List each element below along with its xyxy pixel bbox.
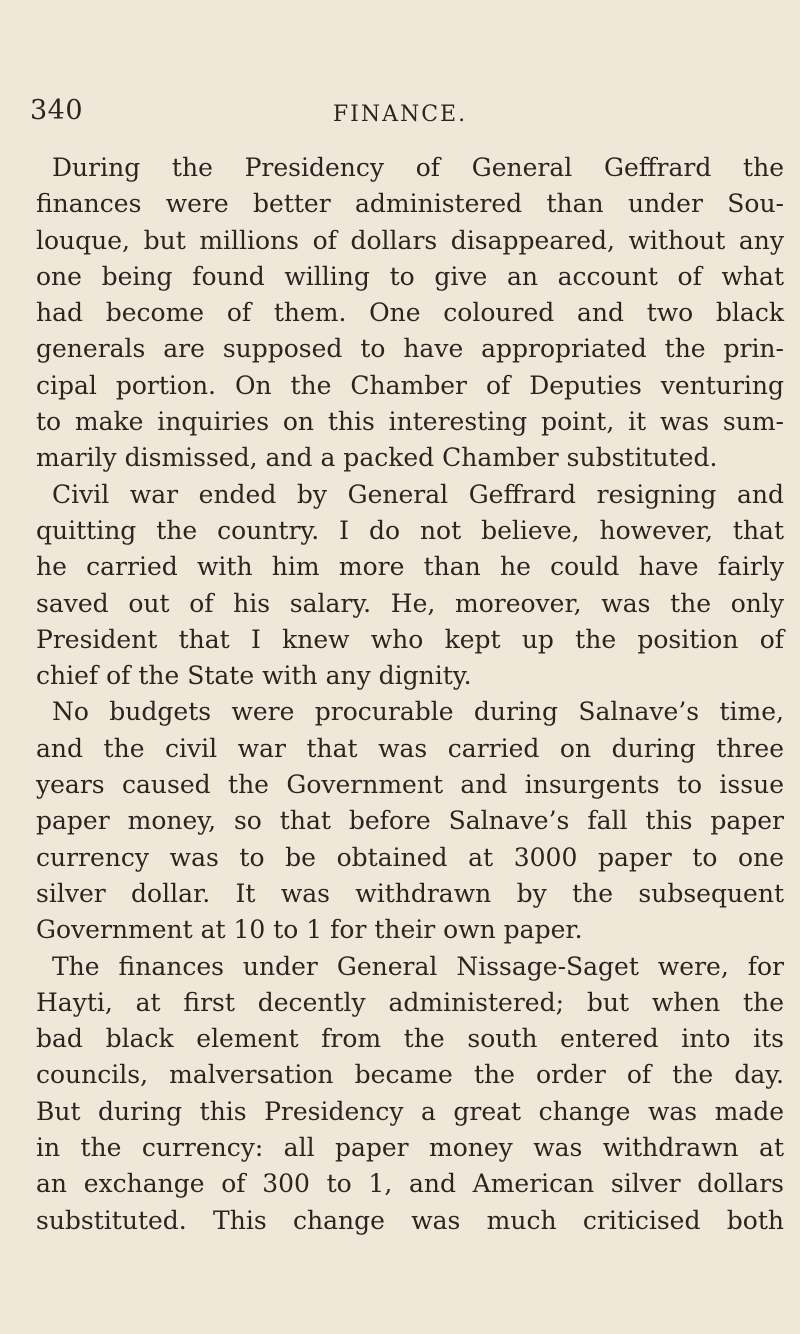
text-line: had become of them. One coloured and two black: [36, 298, 784, 328]
text-line: finances were better administered than under Sou-: [36, 189, 784, 219]
text-line: marily dismissed, and a packed Chamber substituted.: [36, 443, 718, 473]
text-line: bad black element from the south entered into its: [36, 1024, 784, 1054]
text-line: chief of the State with any dignity.: [36, 661, 472, 691]
text-line: currency was to be obtained at 3000 paper to one: [36, 842, 784, 872]
text-line: Hayti, at first decently administered; but when the: [36, 987, 784, 1017]
text-line: generals are supposed to have appropriated the prin-: [36, 334, 784, 364]
text-line: in the currency: all paper money was withdrawn at: [36, 1133, 784, 1163]
text-line: cipal portion. On the Chamber of Deputies venturing: [36, 370, 784, 400]
text-line: substituted. This change was much criticised both: [36, 1205, 784, 1235]
text-line: Civil war ended by General Geffrard resigning and: [52, 479, 784, 509]
text-line: Government at 10 to 1 for their own paper.: [36, 915, 583, 945]
text-line: and the civil war that was carried on during three: [36, 733, 784, 763]
text-line: louque, but millions of dollars disappeared, without any: [36, 225, 784, 255]
text-line: one being found willing to give an account of what: [36, 261, 784, 291]
text-line: years caused the Government and insurgents to issue: [36, 770, 784, 800]
text-line: to make inquiries on this interesting point, it was sum-: [36, 407, 784, 437]
text-line: No budgets were procurable during Salnave’s time,: [52, 697, 784, 727]
text-line: saved out of his salary. He, moreover, was the only: [36, 588, 784, 618]
running-head: FINANCE.: [332, 102, 468, 127]
text-line: But during this Presidency a great change was made: [36, 1096, 784, 1126]
body-text: [36, 150, 784, 1239]
page-number: 340: [30, 95, 84, 126]
text-line: The finances under General Nissage-Saget were, for: [52, 951, 784, 981]
text-line: councils, malversation became the order of the day.: [36, 1060, 784, 1090]
text-line: President that I knew who kept up the position of: [36, 624, 784, 654]
text-line: an exchange of 300 to 1, and American silver dollars: [36, 1169, 784, 1199]
text-line: he carried with him more than he could have fairly: [36, 552, 784, 582]
text-line: quitting the country. I do not believe, however, that: [36, 515, 784, 545]
text-line: During the Presidency of General Geffrard the: [52, 153, 784, 182]
text-line: silver dollar. It was withdrawn by the subsequent: [36, 878, 784, 908]
text-line: paper money, so that before Salnave’s fall this paper: [36, 806, 784, 836]
